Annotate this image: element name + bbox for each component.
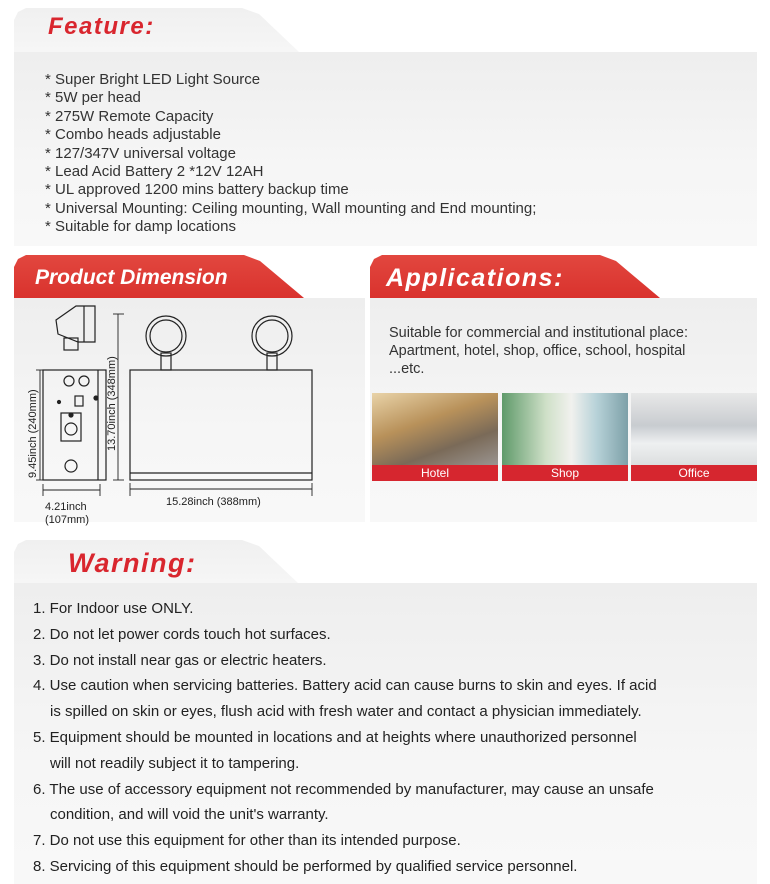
feature-item: * Universal Mounting: Ceiling mounting, Wall mounting and End mounting;	[45, 199, 537, 217]
shop-image	[502, 393, 628, 465]
applications-text	[389, 324, 688, 378]
feature-item: * Lead Acid Battery 2 *12V 12AH	[45, 163, 264, 181]
warning-item: 2. Do not let power cords touch hot surfaces.	[33, 625, 331, 643]
side-view	[43, 306, 106, 480]
dimension-drawing	[14, 298, 365, 528]
feature-item: * 275W Remote Capacity	[45, 107, 214, 125]
warning-item: 4. Use caution when servicing batteries. Battery acid can cause burns to skin and eyes. If acid	[33, 677, 657, 695]
warning-item: 5. Equipment should be mounted in locations and at heights where unauthorized personnel	[33, 728, 637, 746]
body-height-label: 9.45inch (240mm)	[27, 389, 39, 478]
warning-item: 3. Do not install near gas or electric heaters.	[33, 651, 327, 669]
warning-item: 8. Servicing of this equipment should be performed by qualified service personnel.	[33, 857, 578, 875]
feature-item: * Combo heads adjustable	[45, 126, 221, 144]
warning-item-continued: is spilled on skin or eyes, flush acid with fresh water and contact a physician immediately.	[50, 703, 642, 721]
feature-title: Feature:	[48, 13, 155, 40]
office-label: Office	[631, 465, 757, 481]
feature-item: * Suitable for damp locations	[45, 218, 236, 236]
feature-item: * 127/347V universal voltage	[45, 144, 236, 162]
front-view	[130, 316, 312, 480]
feature-list	[45, 71, 536, 237]
warning-item: 6. The use of accessory equipment not recommended by manufacturer, may cause an unsafe	[33, 780, 654, 798]
dimension-title: Product Dimension	[35, 266, 228, 289]
feature-item: * UL approved 1200 mins battery backup time	[45, 181, 349, 199]
applications-line: Apartment, hotel, shop, office, school, hospital	[389, 343, 686, 359]
depth-label: 4.21inch	[45, 501, 87, 513]
shop-label: Shop	[502, 465, 628, 481]
warning-item-continued: condition, and will void the unit's warranty.	[50, 806, 329, 824]
warning-item: 1. For Indoor use ONLY.	[33, 600, 194, 617]
total-height-label: 13.70inch (348mm)	[106, 356, 118, 451]
warning-list	[33, 596, 657, 880]
hotel-label: Hotel	[372, 465, 498, 481]
width-label: 15.28inch (388mm)	[166, 496, 261, 508]
warning-title: Warning:	[68, 548, 197, 578]
feature-item: * Super Bright LED Light Source	[45, 71, 261, 88]
warning-item: 7. Do not use this equipment for other than its intended purpose.	[33, 832, 461, 850]
warning-item-continued: will not readily subject it to tampering.	[50, 754, 300, 772]
office-image	[631, 393, 757, 465]
feature-item: * 5W per head	[45, 89, 141, 107]
hotel-image	[372, 393, 498, 465]
applications-line: Suitable for commercial and institutional place:	[389, 325, 689, 341]
depth-label-mm: (107mm)	[45, 514, 90, 526]
applications-line: ...etc.	[389, 361, 425, 377]
applications-title: Applications:	[386, 264, 564, 292]
